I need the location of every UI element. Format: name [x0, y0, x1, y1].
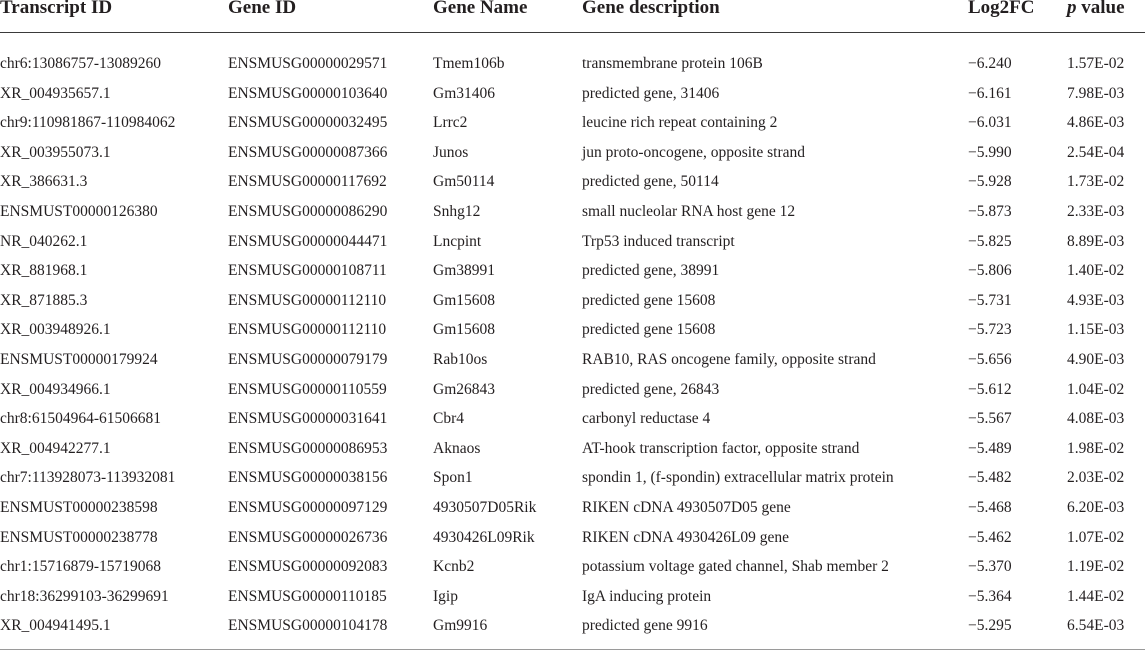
cell-transcript-id: chr7:113928073-113932081	[0, 469, 176, 487]
table-row	[0, 227, 1145, 257]
cell-gene-description: predicted gene 15608	[582, 321, 716, 339]
cell-p-value: 4.86E-03	[1067, 114, 1125, 132]
table-row	[0, 345, 1145, 375]
cell-transcript-id: NR_040262.1	[0, 232, 88, 250]
table-row	[0, 404, 1145, 434]
cell-log2fc: −6.240	[968, 55, 1012, 72]
cell-p-value: 1.40E-02	[1067, 262, 1125, 280]
cell-log2fc: −5.731	[968, 291, 1012, 309]
cell-gene-id: ENSMUSG00000110559	[228, 380, 387, 398]
cell-gene-id: ENSMUSG00000029571	[228, 55, 388, 72]
cell-transcript-id: ENSMUST00000238778	[0, 528, 158, 546]
cell-gene-id: ENSMUSG00000026736	[228, 528, 388, 546]
cell-log2fc: −5.482	[968, 469, 1012, 487]
cell-transcript-id: chr1:15716879-15719068	[0, 558, 162, 576]
cell-log2fc: −6.031	[968, 114, 1012, 132]
header-row	[0, 0, 1145, 30]
cell-gene-id: ENSMUSG00000112110	[228, 321, 387, 339]
cell-gene-name: Gm38991	[433, 262, 495, 280]
header-p-italic: p	[1067, 0, 1077, 18]
cell-gene-description: RIKEN cDNA 4930507D05 gene	[582, 499, 791, 516]
cell-gene-id: ENSMUSG00000087366	[228, 143, 388, 161]
cell-gene-description: RAB10, RAS oncogene family, opposite strand	[582, 351, 876, 368]
cell-log2fc: −5.612	[968, 380, 1012, 398]
cell-log2fc: −6.161	[968, 84, 1012, 102]
table-row	[0, 167, 1145, 197]
cell-gene-name: Gm15608	[433, 291, 495, 309]
cell-p-value: 1.44E-02	[1067, 587, 1125, 605]
table-row	[0, 523, 1145, 553]
cell-transcript-id: chr8:61504964-61506681	[0, 410, 162, 428]
cell-p-value: 2.54E-04	[1067, 143, 1125, 161]
cell-log2fc: −5.295	[968, 617, 1012, 635]
table-row	[0, 315, 1145, 345]
cell-gene-description: carbonyl reductase 4	[582, 410, 711, 428]
cell-gene-id: ENSMUSG00000086953	[228, 439, 388, 457]
cell-transcript-id: XR_004941495.1	[0, 617, 111, 635]
cell-gene-name: Gm15608	[433, 321, 495, 339]
table-row	[0, 79, 1145, 109]
cell-transcript-id: chr6:13086757-13089260	[0, 55, 162, 72]
header-p-value	[1067, 0, 1125, 19]
cell-transcript-id: XR_004935657.1	[0, 84, 111, 102]
cell-gene-description: jun proto-oncogene, opposite strand	[582, 143, 805, 161]
table-row	[0, 286, 1145, 316]
header-rule	[0, 32, 1145, 33]
cell-gene-name: Tmem106b	[433, 55, 505, 72]
header-log2fc: Log2FC	[968, 0, 1035, 18]
cell-transcript-id: ENSMUST00000126380	[0, 203, 158, 220]
cell-transcript-id: XR_003948926.1	[0, 321, 111, 339]
cell-gene-description: predicted gene 15608	[582, 291, 716, 309]
cell-p-value: 6.54E-03	[1067, 617, 1125, 635]
cell-gene-name: Aknaos	[433, 439, 481, 457]
cell-gene-name: Spon1	[433, 469, 473, 487]
cell-gene-description: leucine rich repeat containing 2	[582, 114, 778, 132]
cell-p-value: 7.98E-03	[1067, 84, 1125, 102]
cell-log2fc: −5.370	[968, 558, 1012, 576]
cell-gene-description: predicted gene, 38991	[582, 262, 720, 280]
table-row	[0, 493, 1145, 523]
cell-gene-name: Snhg12	[433, 203, 481, 220]
cell-gene-id: ENSMUSG00000038156	[228, 469, 388, 487]
header-gene-id: Gene ID	[228, 0, 297, 18]
cell-gene-name: Cbr4	[433, 410, 464, 428]
cell-log2fc: −5.825	[968, 232, 1012, 250]
cell-gene-name: Gm9916	[433, 617, 488, 635]
cell-log2fc: −5.723	[968, 321, 1012, 339]
cell-gene-description: predicted gene 9916	[582, 617, 708, 635]
cell-p-value: 1.73E-02	[1067, 173, 1125, 191]
cell-p-value: 4.08E-03	[1067, 410, 1125, 428]
table-row	[0, 49, 1145, 79]
cell-p-value: 1.98E-02	[1067, 439, 1125, 457]
table-row	[0, 138, 1145, 168]
cell-gene-name: Igip	[433, 587, 458, 605]
cell-gene-name: 4930507D05Rik	[433, 499, 537, 516]
cell-gene-description: transmembrane protein 106B	[582, 55, 763, 72]
cell-transcript-id: ENSMUST00000238598	[0, 499, 158, 516]
cell-gene-name: Gm50114	[433, 173, 495, 191]
cell-gene-name: Rab10os	[433, 351, 488, 368]
cell-log2fc: −5.990	[968, 143, 1012, 161]
table-row	[0, 108, 1145, 138]
header-gene-name: Gene Name	[433, 0, 528, 18]
cell-p-value: 1.07E-02	[1067, 528, 1125, 546]
cell-transcript-id: chr9:110981867-110984062	[0, 114, 176, 132]
cell-gene-name: Junos	[433, 143, 469, 161]
cell-gene-id: ENSMUSG00000117692	[228, 173, 387, 191]
cell-gene-description: predicted gene, 50114	[582, 173, 719, 191]
cell-p-value: 4.93E-03	[1067, 291, 1125, 309]
cell-gene-name: Gm26843	[433, 380, 495, 398]
bottom-rule	[0, 649, 1145, 650]
cell-p-value: 1.19E-02	[1067, 558, 1125, 576]
cell-p-value: 8.89E-03	[1067, 232, 1125, 250]
cell-gene-description: predicted gene, 31406	[582, 84, 720, 102]
cell-log2fc: −5.656	[968, 351, 1012, 368]
cell-log2fc: −5.468	[968, 499, 1012, 516]
cell-gene-description: Trp53 induced transcript	[582, 232, 735, 250]
cell-gene-description: predicted gene, 26843	[582, 380, 720, 398]
cell-log2fc: −5.567	[968, 410, 1012, 428]
cell-gene-description: IgA inducing protein	[582, 587, 712, 605]
cell-gene-id: ENSMUSG00000108711	[228, 262, 387, 280]
header-p-rest: value	[1076, 0, 1125, 18]
cell-transcript-id: XR_004934966.1	[0, 380, 111, 398]
cell-gene-description: potassium voltage gated channel, Shab member 2	[582, 558, 889, 576]
header-transcript-id: Transcript ID	[0, 0, 113, 18]
cell-p-value: 1.57E-02	[1067, 55, 1125, 72]
table-row	[0, 256, 1145, 286]
cell-log2fc: −5.462	[968, 528, 1012, 546]
cell-p-value: 2.03E-02	[1067, 469, 1125, 487]
cell-gene-name: Gm31406	[433, 84, 495, 102]
cell-gene-description: RIKEN cDNA 4930426L09 gene	[582, 528, 790, 546]
cell-p-value: 4.90E-03	[1067, 351, 1125, 368]
table-row	[0, 463, 1145, 493]
cell-transcript-id: chr18:36299103-36299691	[0, 587, 169, 605]
cell-transcript-id: XR_003955073.1	[0, 143, 111, 161]
cell-transcript-id: XR_004942277.1	[0, 439, 111, 457]
cell-log2fc: −5.873	[968, 203, 1012, 220]
cell-p-value: 6.20E-03	[1067, 499, 1125, 516]
cell-log2fc: −5.489	[968, 439, 1012, 457]
cell-gene-id: ENSMUSG00000044471	[228, 232, 388, 250]
cell-gene-id: ENSMUSG00000032495	[228, 114, 388, 132]
cell-gene-description: small nucleolar RNA host gene 12	[582, 203, 796, 220]
cell-transcript-id: XR_386631.3	[0, 173, 88, 191]
cell-p-value: 2.33E-03	[1067, 203, 1125, 220]
table-row	[0, 197, 1145, 227]
table-row	[0, 434, 1145, 464]
cell-gene-description: AT-hook transcription factor, opposite strand	[582, 439, 860, 457]
cell-gene-id: ENSMUSG00000110185	[228, 587, 387, 605]
table-row	[0, 375, 1145, 405]
cell-gene-id: ENSMUSG00000092083	[228, 558, 388, 576]
cell-gene-name: 4930426L09Rik	[433, 528, 535, 546]
table-row	[0, 582, 1145, 612]
cell-gene-id: ENSMUSG00000103640	[228, 84, 388, 102]
cell-gene-name: Kcnb2	[433, 558, 475, 576]
table-row	[0, 611, 1145, 641]
cell-gene-id: ENSMUSG00000104178	[228, 617, 388, 635]
cell-log2fc: −5.364	[968, 587, 1012, 605]
cell-transcript-id: XR_881968.1	[0, 262, 88, 280]
cell-gene-id: ENSMUSG00000112110	[228, 291, 387, 309]
cell-gene-name: Lncpint	[433, 232, 482, 250]
header-gene-description: Gene description	[582, 0, 720, 18]
cell-log2fc: −5.928	[968, 173, 1012, 191]
cell-transcript-id: ENSMUST00000179924	[0, 351, 158, 368]
cell-gene-name: Lrrc2	[433, 114, 468, 132]
cell-p-value: 1.15E-03	[1067, 321, 1125, 339]
cell-log2fc: −5.806	[968, 262, 1012, 280]
cell-p-value: 1.04E-02	[1067, 380, 1125, 398]
cell-gene-description: spondin 1, (f-spondin) extracellular matrix protein	[582, 469, 894, 487]
cell-gene-id: ENSMUSG00000031641	[228, 410, 388, 428]
table-row	[0, 552, 1145, 582]
cell-gene-id: ENSMUSG00000079179	[228, 351, 388, 368]
cell-transcript-id: XR_871885.3	[0, 291, 88, 309]
cell-gene-id: ENSMUSG00000097129	[228, 499, 388, 516]
cell-gene-id: ENSMUSG00000086290	[228, 203, 388, 220]
